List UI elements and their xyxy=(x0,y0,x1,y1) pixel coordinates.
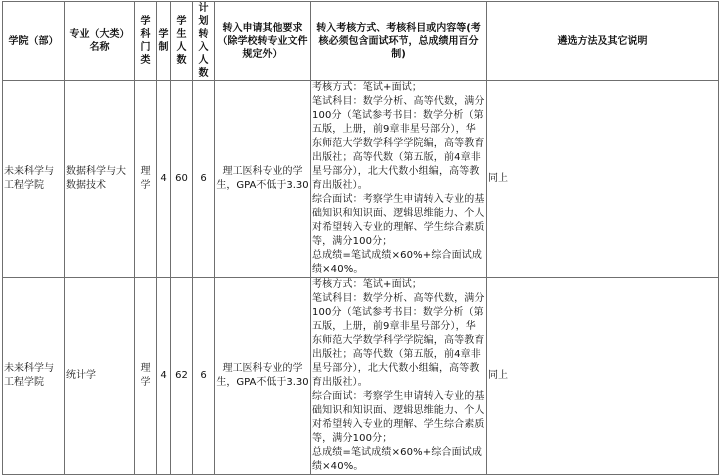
requirements-cell: 理工医科专业的学生，GPA不低于3.30 xyxy=(215,278,311,475)
exam-total: 总成绩=笔试成绩×60%+综合面试成绩×40%。 xyxy=(312,447,483,472)
discipline-cell: 理学 xyxy=(135,278,157,475)
header-discipline: 学科门类 xyxy=(135,2,157,81)
header-row xyxy=(3,2,719,81)
exam-written: 笔试科目：数学分析、高等代数，满分100分（笔试参考书目：数学分析（第五版，上册，前9章非星号部分），华东师范大学数学科学学院编，高等教育出版社；高等代数（第五版，前4章非星号部分），北大代数小组编，高等教育出版社）。 xyxy=(312,293,485,388)
header-students: 学生人数 xyxy=(171,2,193,81)
exam-cell xyxy=(311,278,487,475)
header-exam: 转入考核方式、考核科目或内容等(考核必须包含面试环节，总成绩用百分制) xyxy=(311,2,487,81)
college-cell: 未来科学与工程学院 xyxy=(3,81,65,278)
exam-written: 笔试科目：数学分析、高等代数，满分100分（笔试参考书目：数学分析（第五版，上册，前9章非星号部分），华东师范大学数学科学学院编，高等教育出版社；高等代数（第五版，前4章非星号部分），北大代数小组编，高等教育出版社）。 xyxy=(312,96,485,191)
table-row xyxy=(3,278,719,475)
transfer-table xyxy=(2,1,719,475)
duration-cell: 4 xyxy=(157,278,171,475)
exam-method: 考核方式：笔试+面试； xyxy=(312,82,423,93)
exam-cell xyxy=(311,81,487,278)
duration-cell: 4 xyxy=(157,81,171,278)
students-cell: 60 xyxy=(171,81,193,278)
header-method: 遴选方法及其它说明 xyxy=(487,2,719,81)
exam-interview: 综合面试：考察学生申请转入专业的基础知识和知识面、逻辑思维能力、个人对希望转入专业的理解、学生综合素质等，满分100分； xyxy=(312,391,485,444)
exam-total: 总成绩=笔试成绩×60%+综合面试成绩×40%。 xyxy=(312,250,483,275)
major-cell: 统计学 xyxy=(65,278,135,475)
exam-method: 考核方式：笔试+面试； xyxy=(312,279,423,290)
requirements-cell: 理工医科专业的学生，GPA不低于3.30 xyxy=(215,81,311,278)
header-plan: 计划转入人数 xyxy=(193,2,215,81)
college-cell: 未来科学与工程学院 xyxy=(3,278,65,475)
header-major: 专业（大类）名称 xyxy=(65,2,135,81)
method-cell: 同上 xyxy=(487,81,719,278)
plan-cell: 6 xyxy=(193,81,215,278)
exam-interview: 综合面试：考察学生申请转入专业的基础知识和知识面、逻辑思维能力、个人对希望转入专业的理解、学生综合素质等，满分100分； xyxy=(312,194,485,247)
discipline-cell: 理学 xyxy=(135,81,157,278)
students-cell: 62 xyxy=(171,278,193,475)
table-row xyxy=(3,81,719,278)
header-duration: 学制 xyxy=(157,2,171,81)
plan-cell: 6 xyxy=(193,278,215,475)
header-college: 学院（部） xyxy=(3,2,65,81)
major-cell: 数据科学与大数据技术 xyxy=(65,81,135,278)
header-requirements: 转入申请其他要求（除学校转专业文件规定外） xyxy=(215,2,311,81)
method-cell: 同上 xyxy=(487,278,719,475)
